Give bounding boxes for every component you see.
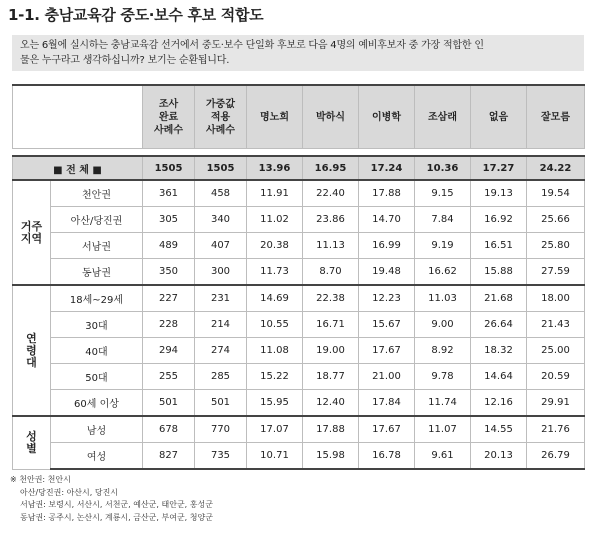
- column-header: [143, 85, 195, 149]
- table-row: [13, 259, 585, 286]
- cell-value: 305: [143, 207, 195, 233]
- cell-value: 27.59: [527, 259, 585, 286]
- column-header-line: 적용: [210, 111, 231, 123]
- group-label-line: 성: [26, 429, 37, 443]
- footnote: 동남권: 공주시, 논산시, 계룡시, 금산군, 부여군, 청양군: [20, 512, 213, 522]
- cell-value: 21.00: [359, 364, 415, 390]
- group-label-line: 별: [26, 441, 37, 455]
- cell-value: 770: [195, 416, 247, 443]
- cell-value: 274: [195, 338, 247, 364]
- cell-value: 25.80: [527, 233, 585, 259]
- header-corner: [13, 85, 143, 149]
- total-value: 17.27: [471, 156, 527, 180]
- cell-value: 361: [143, 180, 195, 207]
- cell-value: 15.67: [359, 312, 415, 338]
- cell-value: 22.38: [303, 285, 359, 312]
- cell-value: 214: [195, 312, 247, 338]
- cell-value: 9.19: [415, 233, 471, 259]
- cell-value: 9.15: [415, 180, 471, 207]
- cell-value: 21.76: [527, 416, 585, 443]
- cell-value: 350: [143, 259, 195, 286]
- column-header-line: 명노희: [260, 111, 289, 123]
- table-row: [13, 416, 585, 443]
- cell-value: 17.07: [247, 416, 303, 443]
- cell-value: 11.74: [415, 390, 471, 417]
- cell-value: 10.55: [247, 312, 303, 338]
- cell-value: 17.88: [359, 180, 415, 207]
- cell-value: 16.92: [471, 207, 527, 233]
- cell-value: 7.84: [415, 207, 471, 233]
- cell-value: 12.23: [359, 285, 415, 312]
- results-table: [12, 84, 585, 470]
- cell-value: 340: [195, 207, 247, 233]
- cell-value: 489: [143, 233, 195, 259]
- cell-value: 11.07: [415, 416, 471, 443]
- cell-value: 11.08: [247, 338, 303, 364]
- cell-value: 735: [195, 443, 247, 470]
- cell-value: 19.13: [471, 180, 527, 207]
- cell-value: 300: [195, 259, 247, 286]
- cell-value: 17.67: [359, 338, 415, 364]
- cell-value: 458: [195, 180, 247, 207]
- question-line: 오는 6월에 실시하는 충남교육감 선거에서 중도·보수 단일화 후보로 다음 4명의 예비후보자 중 가장 적합한 인: [20, 40, 484, 51]
- cell-value: 17.88: [303, 416, 359, 443]
- cell-value: 14.64: [471, 364, 527, 390]
- cell-value: 16.51: [471, 233, 527, 259]
- column-header: [247, 85, 303, 149]
- group-label: [13, 180, 51, 285]
- row-label: 60세 이상: [51, 390, 143, 417]
- question-line: 물은 누구라고 생각하십니까? 보기는 순환됩니다.: [20, 55, 230, 66]
- total-value: 17.24: [359, 156, 415, 180]
- group-label-line: 지역: [20, 231, 43, 245]
- cell-value: 20.13: [471, 443, 527, 470]
- row-label: 서남권: [51, 233, 143, 259]
- column-header-line: 사례수: [206, 124, 235, 136]
- question-box: [12, 35, 584, 71]
- row-label: 30대: [51, 312, 143, 338]
- total-label: ■ 전 체 ■: [13, 156, 143, 180]
- cell-value: 29.91: [527, 390, 585, 417]
- cell-value: 18.00: [527, 285, 585, 312]
- cell-value: 9.61: [415, 443, 471, 470]
- row-label: 아산/당진권: [51, 207, 143, 233]
- cell-value: 11.73: [247, 259, 303, 286]
- row-label: 18세~29세: [51, 285, 143, 312]
- cell-value: 15.98: [303, 443, 359, 470]
- cell-value: 20.59: [527, 364, 585, 390]
- cell-value: 19.00: [303, 338, 359, 364]
- cell-value: 228: [143, 312, 195, 338]
- cell-value: 294: [143, 338, 195, 364]
- cell-value: 18.77: [303, 364, 359, 390]
- table-row: [13, 312, 585, 338]
- column-header: [415, 85, 471, 149]
- cell-value: 19.54: [527, 180, 585, 207]
- cell-value: 8.92: [415, 338, 471, 364]
- column-header-line: 가중값: [206, 98, 235, 110]
- cell-value: 16.99: [359, 233, 415, 259]
- total-value: 13.96: [247, 156, 303, 180]
- cell-value: 231: [195, 285, 247, 312]
- group-label: [13, 416, 51, 469]
- row-label: 50대: [51, 364, 143, 390]
- row-label: 남성: [51, 416, 143, 443]
- cell-value: 14.55: [471, 416, 527, 443]
- footnote: 서남권: 보령시, 서산시, 서천군, 예산군, 태안군, 홍성군: [20, 500, 213, 509]
- cell-value: 25.66: [527, 207, 585, 233]
- total-value: 16.95: [303, 156, 359, 180]
- total-value: 1505: [143, 156, 195, 180]
- table-row: [13, 180, 585, 207]
- cell-value: 15.22: [247, 364, 303, 390]
- total-row: [13, 156, 585, 180]
- table-row: [13, 443, 585, 470]
- cell-value: 23.86: [303, 207, 359, 233]
- page-title: 1-1. 충남교육감 중도·보수 후보 적합도: [8, 6, 264, 24]
- cell-value: 227: [143, 285, 195, 312]
- total-value: 24.22: [527, 156, 585, 180]
- footnotes: [10, 474, 213, 524]
- cell-value: 16.62: [415, 259, 471, 286]
- cell-value: 26.79: [527, 443, 585, 470]
- table-row: [13, 364, 585, 390]
- table-row: [13, 338, 585, 364]
- cell-value: 20.38: [247, 233, 303, 259]
- group-label-line: 령: [26, 343, 37, 357]
- cell-value: 19.48: [359, 259, 415, 286]
- table-row: [13, 390, 585, 417]
- column-header-line: 사례수: [154, 124, 183, 136]
- cell-value: 21.68: [471, 285, 527, 312]
- column-header-line: 없음: [488, 111, 509, 123]
- cell-value: 16.71: [303, 312, 359, 338]
- cell-value: 501: [143, 390, 195, 417]
- column-header-line: 조삼래: [428, 111, 457, 123]
- column-header: [471, 85, 527, 149]
- cell-value: 11.02: [247, 207, 303, 233]
- cell-value: 25.00: [527, 338, 585, 364]
- column-header-line: 완료: [158, 111, 179, 123]
- cell-value: 8.70: [303, 259, 359, 286]
- column-header: [303, 85, 359, 149]
- total-value: 10.36: [415, 156, 471, 180]
- cell-value: 18.32: [471, 338, 527, 364]
- cell-value: 16.78: [359, 443, 415, 470]
- row-label: 여성: [51, 443, 143, 470]
- cell-value: 501: [195, 390, 247, 417]
- cell-value: 9.78: [415, 364, 471, 390]
- table-row: [13, 285, 585, 312]
- cell-value: 17.67: [359, 416, 415, 443]
- cell-value: 14.69: [247, 285, 303, 312]
- cell-value: 26.64: [471, 312, 527, 338]
- column-header-line: 이병학: [372, 111, 401, 123]
- column-header: [195, 85, 247, 149]
- table-row: [13, 207, 585, 233]
- cell-value: 827: [143, 443, 195, 470]
- table-header-row: [13, 85, 585, 149]
- group-label-line: 대: [26, 355, 37, 369]
- cell-value: 15.88: [471, 259, 527, 286]
- cell-value: 678: [143, 416, 195, 443]
- column-header: [527, 85, 585, 149]
- column-header-line: 잘모름: [541, 111, 570, 123]
- group-label: [13, 285, 51, 416]
- cell-value: 11.13: [303, 233, 359, 259]
- cell-value: 407: [195, 233, 247, 259]
- column-header: [359, 85, 415, 149]
- column-header-line: 조사: [158, 98, 179, 110]
- footnote: 아산/당진권: 아산시, 당진시: [20, 487, 119, 497]
- cell-value: 12.16: [471, 390, 527, 417]
- cell-value: 14.70: [359, 207, 415, 233]
- cell-value: 11.91: [247, 180, 303, 207]
- cell-value: 12.40: [303, 390, 359, 417]
- column-header-line: 박하식: [316, 111, 345, 123]
- cell-value: 15.95: [247, 390, 303, 417]
- cell-value: 9.00: [415, 312, 471, 338]
- cell-value: 17.84: [359, 390, 415, 417]
- group-label-line: 거주: [20, 219, 43, 233]
- row-label: 천안권: [51, 180, 143, 207]
- table-row: [13, 233, 585, 259]
- row-label: 40대: [51, 338, 143, 364]
- group-label-line: 연: [26, 331, 37, 345]
- total-value: 1505: [195, 156, 247, 180]
- cell-value: 11.03: [415, 285, 471, 312]
- cell-value: 10.71: [247, 443, 303, 470]
- footnote: ※ 천안권: 천안시: [10, 475, 71, 484]
- cell-value: 285: [195, 364, 247, 390]
- cell-value: 21.43: [527, 312, 585, 338]
- cell-value: 22.40: [303, 180, 359, 207]
- cell-value: 255: [143, 364, 195, 390]
- row-label: 동남권: [51, 259, 143, 286]
